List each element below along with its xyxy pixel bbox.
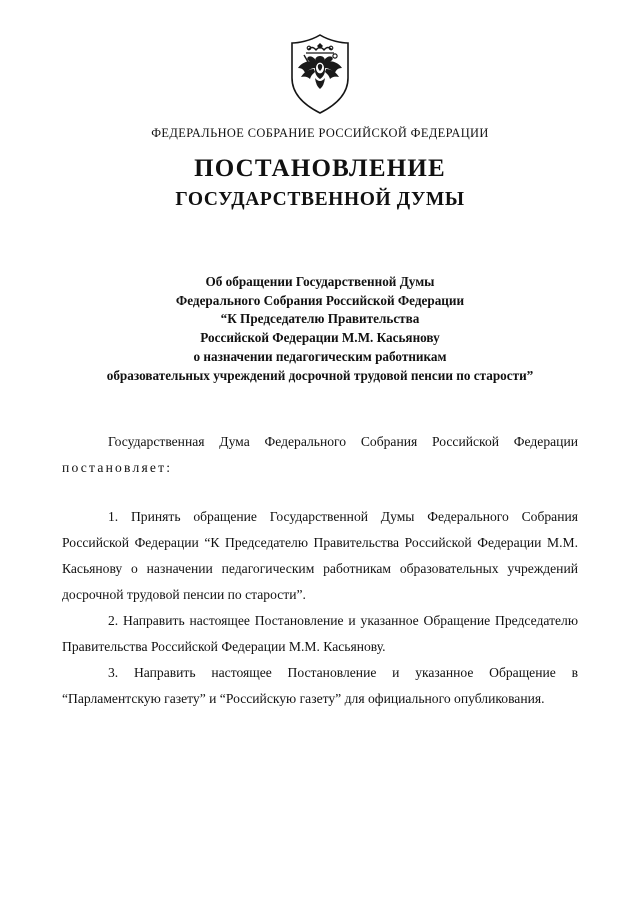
document-title: ПОСТАНОВЛЕНИЕ bbox=[194, 155, 446, 182]
preamble-paragraph bbox=[62, 429, 578, 481]
document-subtitle: ГОСУДАРСТВЕННОЙ ДУМЫ bbox=[175, 188, 465, 210]
subject-line-1: Об обращении Государственной Думы bbox=[205, 273, 435, 289]
subject-line-3: “К Председателю Правительства bbox=[220, 311, 420, 327]
preamble-text: Государственная Дума Федерального Собрания Российской Федерации bbox=[108, 434, 578, 450]
body-item-1: 1. Принять обращение Государственной Думы Федерального Собрания Российской Федерации “К Председателю Правительства Российской Федерации М.М. Касьянову о назначении педагогическим работникам образовательных учреждений досрочной трудовой пенсии по старости”. bbox=[62, 508, 578, 602]
subject-line-2: Федерального Собрания Российской Федерации bbox=[175, 292, 465, 308]
emblem-container bbox=[62, 32, 578, 116]
body-item-2: 2. Направить настоящее Постановление и указанное Обращение Председателю Правительства Российской Федерации М.М. Касьянову. bbox=[62, 612, 578, 654]
subject-line-5: о назначении педагогическим работникам bbox=[193, 348, 447, 364]
document-body bbox=[62, 429, 578, 712]
preamble-verb: постановляет: bbox=[62, 460, 173, 476]
russian-federation-coat-of-arms-icon bbox=[284, 32, 356, 116]
subject-line-4: Российской Федерации М.М. Касьянову bbox=[200, 330, 440, 346]
subject-line-6: образовательных учреждений досрочной трудовой пенсии по старости” bbox=[106, 367, 534, 383]
body-item-3: 3. Направить настоящее Постановление и указанное Обращение в “Парламентскую газету” и “Российскую газету” для официального опубликования. bbox=[62, 665, 578, 707]
document-subject bbox=[62, 273, 578, 385]
organization-line: ФЕДЕРАЛЬНОЕ СОБРАНИЕ РОССИЙСКОЙ ФЕДЕРАЦИИ bbox=[151, 126, 489, 140]
